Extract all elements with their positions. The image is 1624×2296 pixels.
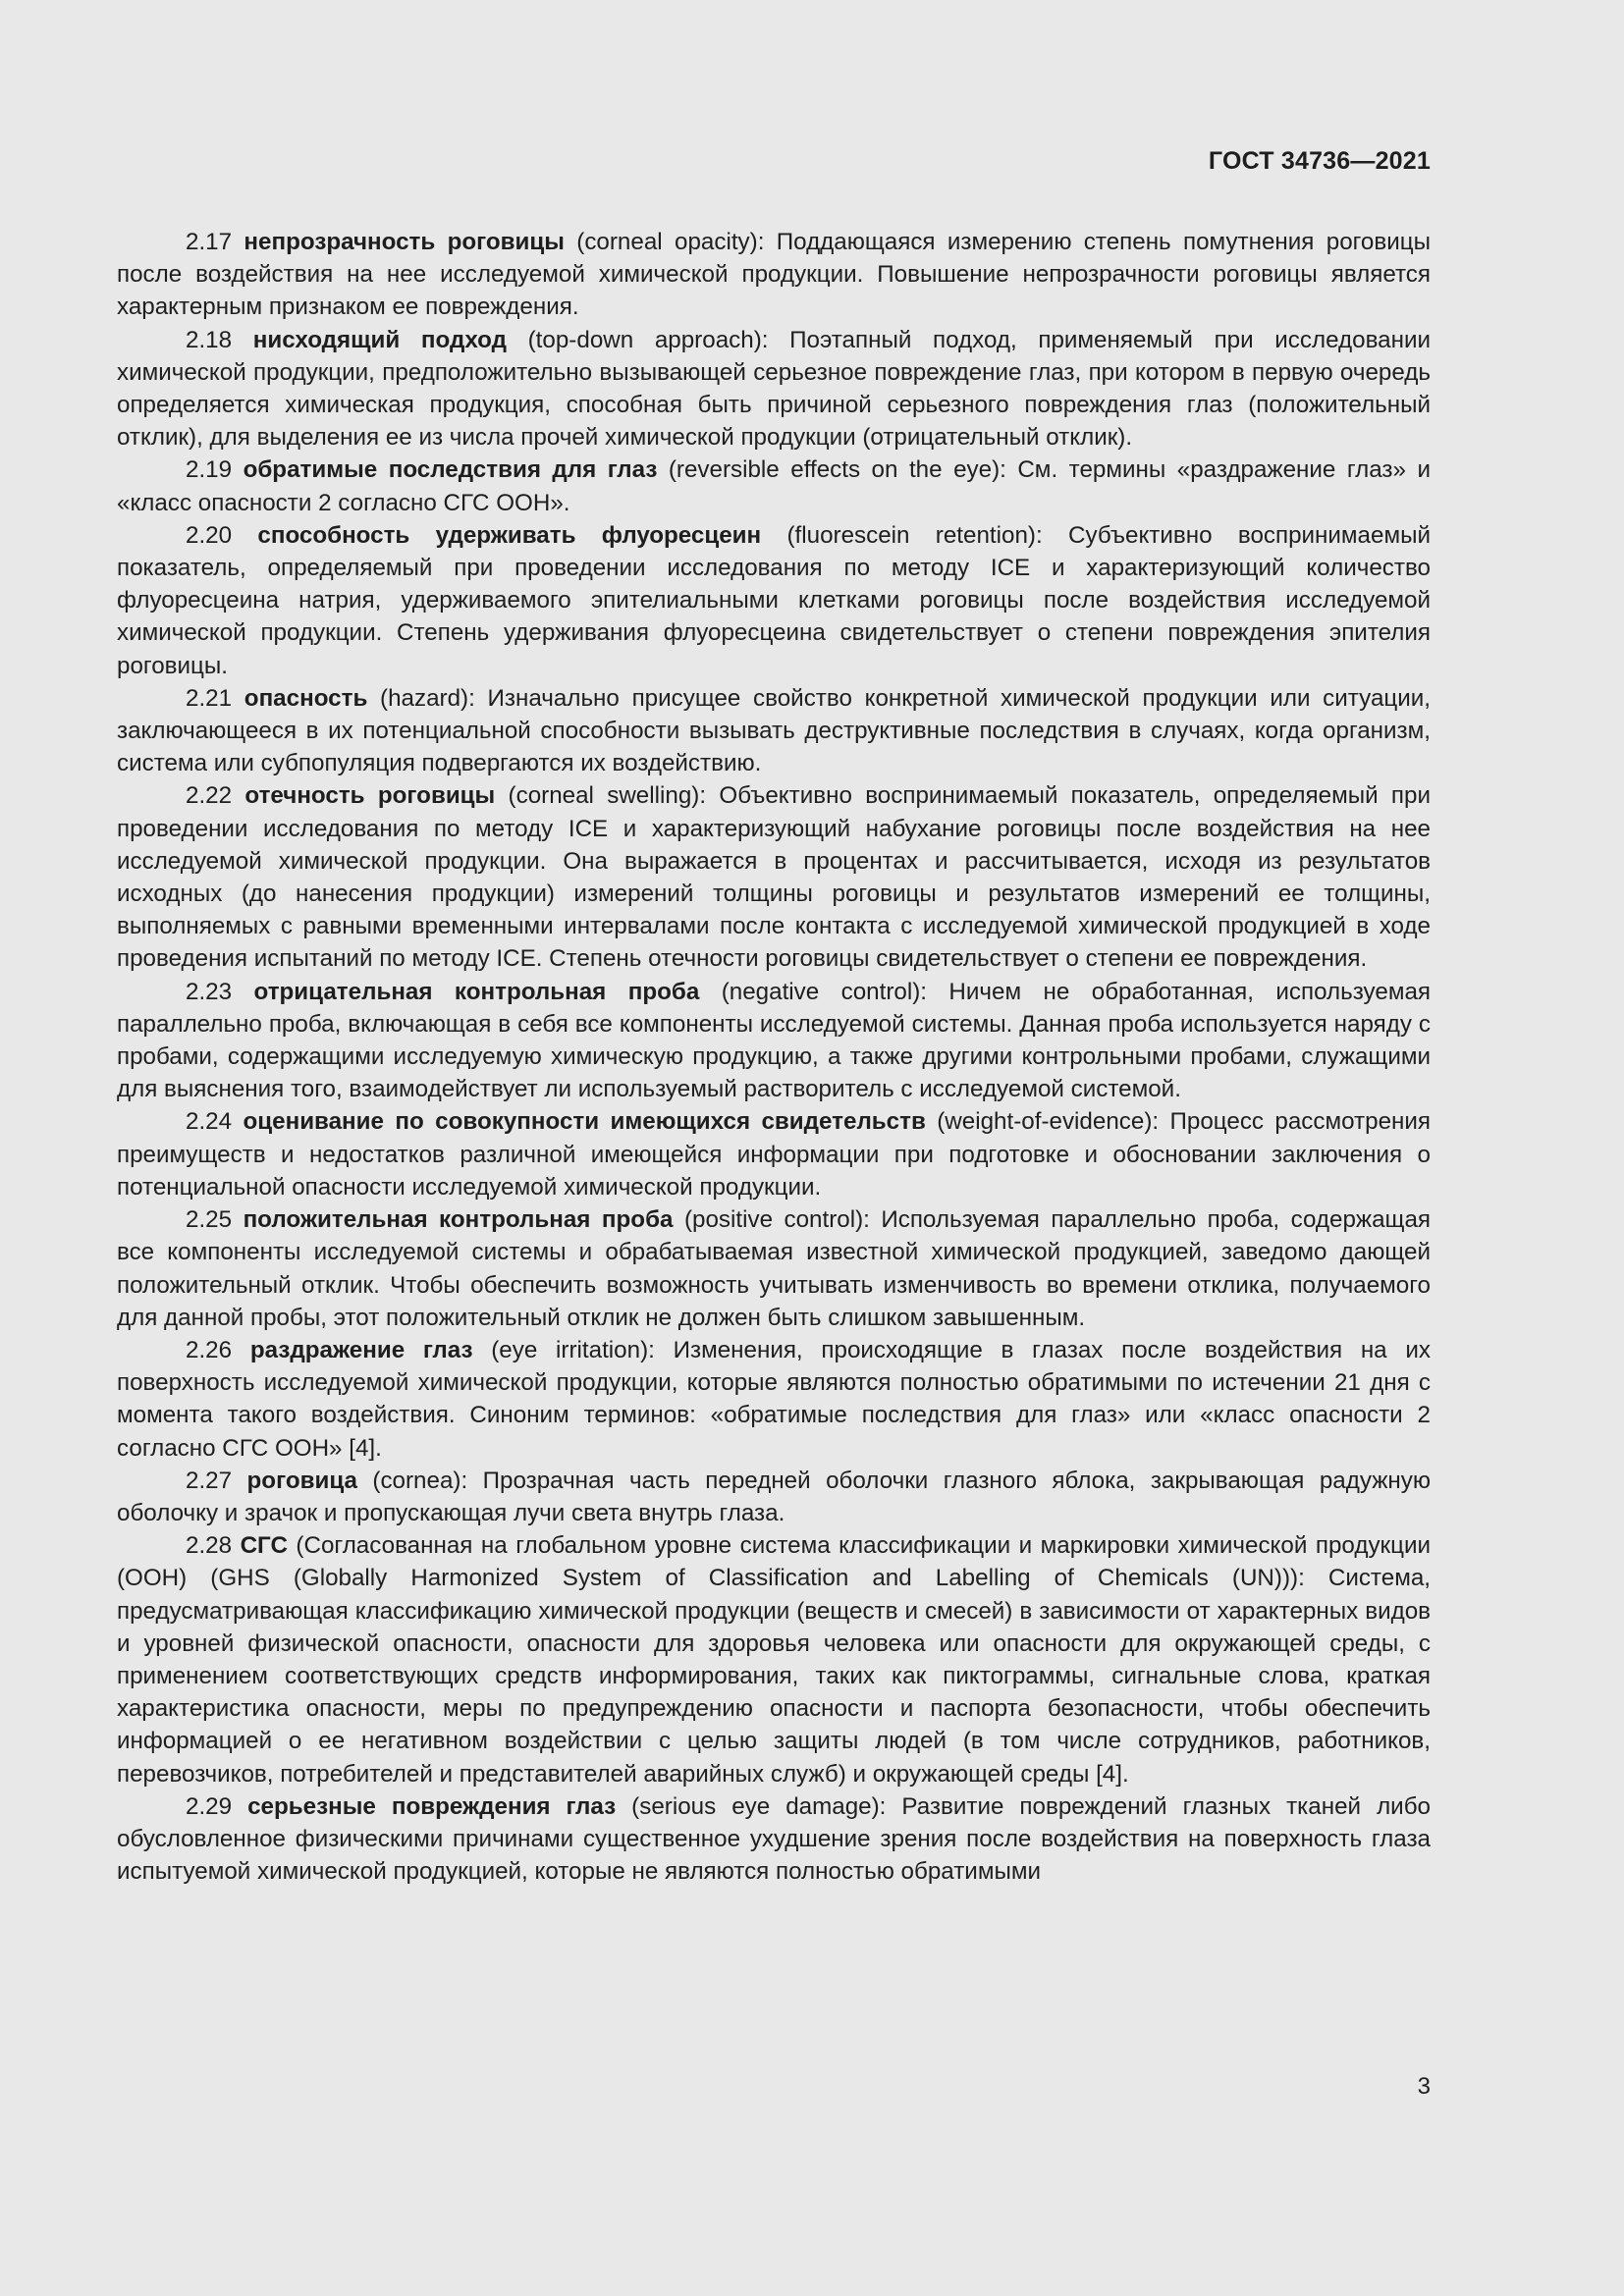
term-definition: (corneal opacity): Поддающаяся измерению степень помутнения роговицы после воздействия на нее исследуемой химической продукции. Повышение непрозрачности роговицы является характерным признаком ее повреждения. xyxy=(117,229,1431,321)
standard-designation: ГОСТ 34736—2021 xyxy=(1208,147,1431,175)
term-2-17 xyxy=(117,226,1431,324)
term-2-22 xyxy=(117,779,1431,975)
term-definition: (weight-of-evidence): Процесс рассмотрения преимуществ и недостатков различной имеющейся информации при подготовке и обосновании заключения о потенциальной опасности исследуемой химической продукции. xyxy=(117,1108,1431,1201)
term-title: СГС xyxy=(240,1532,288,1560)
term-number: 2.20 xyxy=(186,521,233,549)
term-number: 2.17 xyxy=(186,229,233,255)
term-definition: (eye irritation): Изменения, происходящие в глазах после воздействия на их поверхность исследуемой химической продукции, которые являются полностью обратимыми по истечении 21 дня с момента такого воздействия. Синоним терминов: «обратимые последствия для глаз» или «класс опасности 2 согласно СГС ООН» [4]. xyxy=(117,1336,1431,1462)
term-2-23 xyxy=(117,976,1431,1106)
term-definition: (corneal swelling): Объективно воспринимаемый показатель, определяемый при проведении исследования по методу ICE и характеризующий набухание роговицы после воздействия на нее исследуемой химической продукции. Она выражается в процентах и рассчитывается, исходя из результатов исходных (до нанесения продукции) измерений толщины роговицы и результатов измерений ее толщины, выполняемых с равными временными интервалами после контакта с исследуемой химической продукцией в ходе проведения испытаний по методу ICE. Степень отечности роговицы свидетельствует о степени ее повреждения. xyxy=(117,782,1431,973)
term-2-28 xyxy=(117,1529,1431,1790)
term-2-18 xyxy=(117,324,1431,454)
term-number: 2.21 xyxy=(186,684,233,712)
term-2-21 xyxy=(117,682,1431,780)
term-number: 2.18 xyxy=(186,326,233,353)
term-title: обратимые последствия для глаз xyxy=(243,456,658,484)
term-number: 2.24 xyxy=(186,1108,233,1136)
page-number: 3 xyxy=(1417,2073,1431,2100)
term-title: способность удерживать флуоресцеин xyxy=(257,521,762,549)
term-title: положительная контрольная проба xyxy=(243,1206,674,1234)
term-definition: (Согласованная на глобальном уровне система классификации и маркировки химической продукции (ООН) (GHS (Globally Harmonized System of Classification and Labelling of Chemicals (UN))): Система, предусматривающая классификацию химической продукции (веществ и смесей) в зависимости от характерных видов и уровней физической опасности, опасности для здоровья человека или опасности для окружающей среды, с применением соответствующих средств информирования, таких как пиктограммы, сигнальные слова, краткая характеристика опасности, меры по предупреждению опасности и паспорта безопасности, чтобы обеспечить информацией о ее негативном воздействии с целью защиты людей (в том числе сотрудников, работников, перевозчиков, потребителей и представителей аварийных служб) и окружающей среды [4]. xyxy=(117,1532,1431,1788)
term-number: 2.23 xyxy=(186,978,233,1005)
terms-section xyxy=(117,226,1431,1888)
term-definition: (serious eye damage): Развитие повреждений глазных тканей либо обусловленное физическими причинами существенное ухудшение зрения после воздействия на поверхность глаза испытуемой химической продукцией, которые не являются полностью обратимыми xyxy=(117,1792,1431,1886)
term-title: раздражение глаз xyxy=(249,1336,473,1363)
term-definition: (top-down approach): Поэтапный подход, применяемый при исследовании химической продукции, предположительно вызывающей серьезное повреждение глаз, при котором в первую очередь определяется химическая продукция, способная быть причиной серьезного повреждения глаз (положительный отклик), для выделения ее из числа прочей химической продукции (отрицательный отклик). xyxy=(117,326,1431,452)
term-2-27 xyxy=(117,1465,1431,1529)
term-number: 2.25 xyxy=(186,1206,233,1234)
term-title: непрозрачность роговицы xyxy=(244,229,565,255)
term-title: отечность роговицы xyxy=(244,782,496,810)
term-title: оценивание по совокупности имеющихся свидетельств xyxy=(243,1108,926,1136)
term-2-29 xyxy=(117,1790,1431,1889)
term-2-20 xyxy=(117,519,1431,682)
term-2-19 xyxy=(117,454,1431,518)
term-number: 2.29 xyxy=(186,1792,233,1820)
term-number: 2.22 xyxy=(186,782,233,810)
term-definition: (positive control): Используемая параллельно проба, содержащая все компоненты исследуемой системы и обрабатываемая известной химической продукцией, заведомо дающей положительный отклик. Чтобы обеспечить возможность учитывать изменчивость во времени отклика, получаемого для данной пробы, этот положительный отклик не должен быть слишком завышенным. xyxy=(117,1206,1431,1331)
term-2-26 xyxy=(117,1334,1431,1465)
term-title: отрицательная контрольная проба xyxy=(253,978,700,1005)
term-definition: (fluorescein retention): Субъективно воспринимаемый показатель, определяемый при проведении исследования по методу ICE и характеризующий количество флуоресцеина натрия, удерживаемого эпителиальными клетками роговицы после воздействия исследуемой химической продукции. Степень удерживания флуоресцеина свидетельствует о степени повреждения эпителия роговицы. xyxy=(117,521,1431,679)
term-definition: (cornea): Прозрачная часть передней оболочки глазного яблока, закрывающая радужную оболочку и зрачок и пропускающая лучи света внутрь глаза. xyxy=(117,1467,1431,1526)
term-definition: (negative control): Ничем не обработанная, используемая параллельно проба, включающая в себя все компоненты исследуемой системы. Данная проба используется наряду с пробами, содержащими исследуемую химическую продукцию, а также другими контрольными пробами, служащими для выяснения того, взаимодействует ли используемый растворитель с исследуемой системой. xyxy=(117,978,1431,1103)
term-2-25 xyxy=(117,1203,1431,1334)
term-number: 2.19 xyxy=(186,456,233,484)
term-number: 2.28 xyxy=(186,1532,233,1560)
term-definition: (reversible effects on the eye): См. термины «раздражение глаз» и «класс опасности 2 согласно СГС ООН». xyxy=(117,456,1431,516)
term-2-24 xyxy=(117,1105,1431,1203)
term-title: нисходящий подход xyxy=(252,326,507,353)
term-definition: (hazard): Изначально присущее свойство конкретной химической продукции или ситуации, заключающееся в их потенциальной способности вызывать деструктивные последствия в случаях, когда организм, система или субпопуляция подвергаются их воздействию. xyxy=(117,684,1431,777)
term-title: опасность xyxy=(244,684,368,712)
term-title: роговица xyxy=(246,1467,357,1494)
term-number: 2.27 xyxy=(186,1467,233,1494)
term-number: 2.26 xyxy=(186,1336,233,1363)
term-title: серьезные повреждения глаз xyxy=(247,1792,617,1820)
